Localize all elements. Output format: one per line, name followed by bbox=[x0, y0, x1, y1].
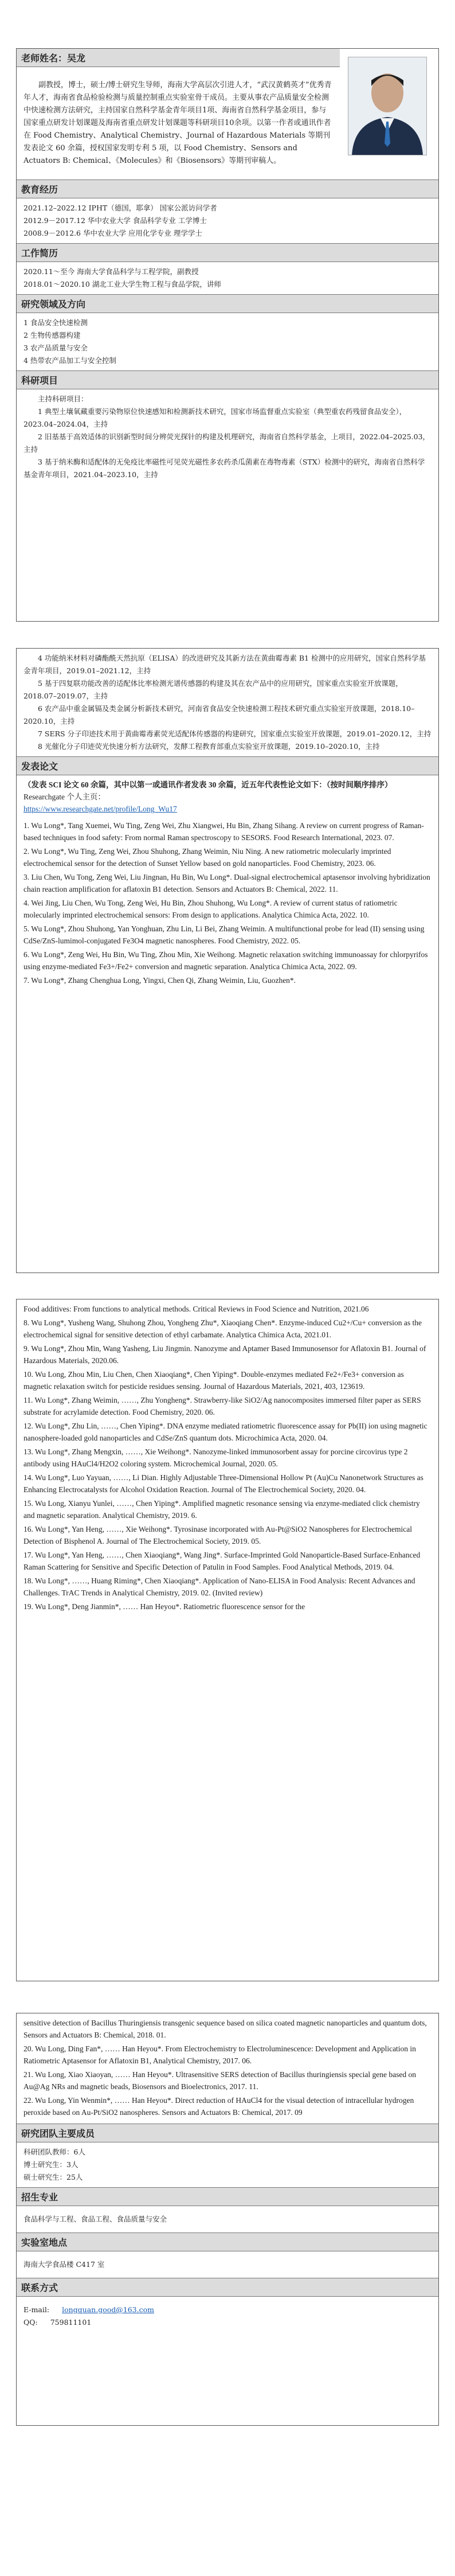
project-item: 8 光催化分子印迹荧光快速分析方法研究，发酵工程教育部重点实验室开放课题，2019.10–2020.10，主持 bbox=[38, 742, 380, 751]
project-item: 6 农产品中重金属镉及类金属分析新技术研究，河南省食品安全快速检测工程技术研究重点实验室开放课题，2018.10–2020.10，主持 bbox=[23, 704, 415, 725]
lab-text bbox=[17, 2251, 438, 2278]
email-row bbox=[23, 2304, 432, 2316]
work-list bbox=[17, 262, 438, 294]
paper-item: 22. Wu Long, Yin Wenmin*, …… Han Heyou*. Direct reduction of HAuCl4 for the visual detection of intracellular hydrogen peroxide based on Au-Pt/SiO2 nanospheres. Sensors and Actuators B: Chemical, 2017. 09 bbox=[23, 2096, 414, 2117]
lab-location: 海南大学食品楼 C417 室 bbox=[23, 2260, 105, 2269]
project-item: 4 功能纳米材料对磷酯酰天然抗原（ELISA）的改进研究及其新方法在黄曲霉毒素 B1 检测中的应用研究，国家自然科学基金青年项目，2019.01–2021.12，主持 bbox=[23, 654, 426, 675]
work-item: 2018.01～2020.10 湖北工业大学生物工程与食品学院，讲师 bbox=[23, 280, 221, 288]
paper-item: 12. Wu Long*, Zhu Lin, ……, Chen Yiping*. DNA enzyme mediated ratiometric fluorescence assay for Pb(II) ion using magnetic nanosphere-loaded gold nanoparticles and CdSe/ZnS quantum dots. Microchimica Acta, 2020. 04. bbox=[23, 1422, 427, 1442]
contact-list bbox=[17, 2297, 438, 2336]
qq-number: 759811101 bbox=[50, 2318, 92, 2327]
paper-item: 7. Wu Long*, Zhang Chenghua Long, Yingxi, Chen Qi, Zhang Weimin, Liu, Guozhen*. bbox=[23, 976, 296, 985]
team-list bbox=[17, 2142, 438, 2187]
name-block bbox=[17, 49, 340, 179]
paper-item: 20. Wu Long, Ding Fan*, …… Han Heyou*. From Electrochemistry to Electroluminescence: Development and Application in Ratiometric Aptasensor for Aflatoxin B1, Analytical Chemistry, 2017. 06. bbox=[23, 2044, 416, 2065]
work-item: 2020.11～至今 海南大学食品科学与工程学院，副教授 bbox=[23, 267, 199, 276]
lab-header: 实验室地点 bbox=[17, 2232, 438, 2251]
project-item: 1 典型土壤氧藏重要污染物原位快速感知和检测新技术研究，国家市场监督重点实验室（典型重农药残留食品安全），2023.04–2024.04，主持 bbox=[23, 407, 407, 428]
papers-list bbox=[17, 775, 438, 992]
projects-list bbox=[17, 389, 438, 485]
researchgate-link[interactable]: https://www.researchgate.net/profile/Long_Wu17 bbox=[23, 805, 177, 813]
paper-item: 10. Wu Long, Zhou Min, Liu Chen, Chen Xiaoqiang*, Chen Yiping*. Double-enzymes mediated Fe2+/Fe3+ conversion as magnetic relaxation switch for pesticide residues sensing. Journal of Hazardous Materials, 2021, 403, 123619. bbox=[23, 1370, 404, 1391]
projects-intro: 主持科研项目： bbox=[38, 395, 88, 403]
paper-item: 16. Wu Long*, Yan Heng, ……, Xie Weihong*. Tyrosinase incorporated with Au-Pt@SiO2 Nanospheres for Electrochemical Detection of Bisphenol A. Journal of The Electrochemical Society, 2019. 05. bbox=[23, 1525, 412, 1545]
team-header: 研究团队主要成员 bbox=[17, 2124, 438, 2142]
qq-row bbox=[23, 2316, 432, 2329]
work-header: 工作简历 bbox=[17, 243, 438, 262]
papers-list-final bbox=[17, 2013, 438, 2124]
team-item: 硕士研究生：25人 bbox=[23, 2173, 83, 2181]
paper-item: 17. Wu Long*, Yan Heng, ……, Chen Xiaoqiang*, Wang Jing*. Surface-Imprinted Gold Nanoparticle-Based Surface-Enhanced Raman Scattering for Sensitive and Specific Detection of Patulin in Food Samples. Food Analytical Methods, 2019. 04. bbox=[23, 1551, 421, 1571]
cv-page-2 bbox=[16, 648, 439, 1273]
projects-continued bbox=[17, 649, 438, 756]
enroll-header: 招生专业 bbox=[17, 2187, 438, 2206]
cv-page-1 bbox=[16, 48, 439, 622]
project-item: 3 基于纳米酶和适配体的无免疫比率磁性可见荧光磁性多农药杀瓜菌素在毒物毒素（STX）检测中的研究，海南省自然科学基金青年项目，2021.04–2023.10，主持 bbox=[23, 458, 425, 479]
education-header: 教育经历 bbox=[17, 179, 438, 198]
cv-page-3 bbox=[16, 1299, 439, 1981]
contact-header: 联系方式 bbox=[17, 2278, 438, 2297]
research-item: 4 热带农产品加工与安全控制 bbox=[23, 356, 116, 365]
researchgate-label: Researchgate 个人主页： bbox=[23, 793, 105, 801]
paper-item: 9. Wu Long*, Zhou Min, Wang Yasheng, Liu Jingmin. Nanozyme and Aptamer Based Immunosensor for Aflatoxin B1. Journal of Hazardous Materials, 2020.06. bbox=[23, 1344, 426, 1365]
portrait-photo bbox=[348, 57, 427, 155]
research-item: 2 生物传感器构建 bbox=[23, 331, 81, 339]
team-item: 博士研究生：3人 bbox=[23, 2160, 79, 2169]
research-item: 3 农产品质量与安全 bbox=[23, 344, 88, 352]
paper-item: 15. Wu Long, Xianyu Yunlei, ……, Chen Yiping*. Amplified magnetic resonance sensing via enzyme-mediated click chemistry and magnetic separation. Analytical Chemistry, 2019. 6. bbox=[23, 1499, 420, 1520]
paper-item: 13. Wu Long*, Zhang Mengxin, ……, Xie Weihong*. Nanozyme-linked immunosorbent assay for porcine circovirus type 2 antibody using HAuCl4/H2O2 coloring system. Microchemical Journal, 2020. 05. bbox=[23, 1447, 408, 1468]
papers-list-continued bbox=[17, 1299, 438, 1618]
projects-header: 科研项目 bbox=[17, 370, 438, 389]
paper-item: sensitive detection of Bacillus Thuringiensis transgenic sequence based on silica coated magnetic nanoparticles and quantum dots, Sensors and Actuators B: Chemical, 2018. 01. bbox=[23, 2019, 427, 2039]
cv-page-4 bbox=[16, 2013, 439, 2426]
education-item: 2008.9－2012.6 华中农业大学 应用化学专业 理学学士 bbox=[23, 229, 202, 237]
education-list bbox=[17, 198, 438, 243]
paper-item: 21. Wu Long, Xiao Xiaoyan, …… Han Heyou*. Ultrasensitive SERS detection of Bacillus thuringiensis special gene based on Au@Ag NRs and magnetic beads, Biosensors and Bioelectronics, 2017. 11. bbox=[23, 2070, 416, 2091]
paper-item: 14. Wu Long*, Luo Yayuan, ……, Li Dian. Highly Adjustable Three-Dimensional Hollow Pt (Au)Cu Nanonetwork Structures as Enhancing Electrocatalysts for Alcohol Oxidation Reaction. Journal of The Electrochemical Society, 2020. 04. bbox=[23, 1473, 423, 1494]
project-item: 2 旧基基于高效适体的识别新型时间分辨荧光探针的构建及机理研究，海南省自然科学基金，上项目，2022.04–2025.03，主持 bbox=[23, 432, 430, 454]
paper-item: 8. Wu Long*, Yusheng Wang, Shuhong Zhou, Yongheng Zhu*, Xiaoqiang Chen*. Enzyme-induced Cu2+/Cu+ conversion as the electrochemical signal for sensitive detection of ethyl carbamate. Analytica Chimica Acta, 2021.01. bbox=[23, 1318, 422, 1339]
teacher-name: 老师姓名：吴龙 bbox=[17, 49, 340, 67]
enroll-majors: 食品科学与工程、食品工程、食品质量与安全 bbox=[23, 2215, 167, 2223]
papers-intro: （发表 SCI 论文 60 余篇，其中以第一或通讯作者发表 30 余篇，近五年代表性论文如下：（按时间顺序排序） bbox=[23, 780, 393, 789]
paper-item: 18. Wu Long*, ……, Huang Riming*, Chen Xiaoqiang*. Application of Nano-ELISA in Food Analysis: Recent Advances and Challenges. TrAC Trends in Analytical Chemistry, 2019. 02. (Invited review) bbox=[23, 1576, 415, 1597]
paper-item: Food additives: From functions to analytical methods. Critical Reviews in Food Science and Nutrition, 2021.06 bbox=[23, 1305, 369, 1313]
paper-item: 4. Wei Jing, Liu Chen, Wu Tong, Zeng Wei, Hu Bin, Zhou Shuhong, Wu Long*. A review of current status of ratiometric molecularly imprinted electrochemical sensors: From design to applications. Analytica Chimica Acta, 2022. 10. bbox=[23, 899, 398, 919]
education-item: 2021.12–2022.12 IPHT（德国，耶拿） 国家公派访问学者 bbox=[23, 204, 217, 212]
paper-item: 1. Wu Long*, Tang Xuemei, Wu Ting, Zeng Wei, Zhu Xiangwei, Hu Bin, Zhang Sihang. A review on current progress of Raman-based techniques in food safety: From normal Raman spectroscopy to SESORS. Food Research International, 2023. 07. bbox=[23, 821, 424, 842]
research-list bbox=[17, 313, 438, 370]
enroll-text bbox=[17, 2206, 438, 2232]
paper-item: 5. Wu Long*, Zhou Shuhong, Yan Yonghuan, Zhu Lin, Li Bei, Zhang Weimin. A multifunctional probe for lead (II) sensing using CdSe/ZnS-lumimol-conjugated Fe3O4 magnetic nanospheres. Food Chemistry, 2022. 05. bbox=[23, 924, 425, 945]
education-item: 2012.9－2017.12 华中农业大学 食品科学专业 工学博士 bbox=[23, 216, 207, 225]
paper-item: 2. Wu Long*, Wu Ting, Zeng Wei, Zhou Shuhong, Zhang Weimin, Niu Ning. A new ratiometric molecularly imprinted electrochemical sensor for the detection of Sunset Yellow based on gold nanoparticles. Food Chemistry, 2023. 06. bbox=[23, 847, 391, 868]
profile-header bbox=[17, 49, 438, 179]
paper-item: 19. Wu Long*, Deng Jianmin*, …… Han Heyou*. Ratiometric fluorescence sensor for the bbox=[23, 1602, 305, 1611]
paper-item: 11. Wu Long*, Zhang Weimin, ……, Zhu Yongheng*. Strawberry-like SiO2/Ag nanocomposites immersed filter paper as SERS substrate for acrylamide detection. Food Chemistry, 2020. 06. bbox=[23, 1396, 421, 1416]
qq-label: QQ: bbox=[23, 2318, 38, 2327]
papers-header: 发表论文 bbox=[17, 756, 438, 775]
project-item: 5 基于四复联功能改善的适配体比率检测光谱传感器的构建及其在农产品中的应用研究，国家重点实验室开放课题，2018.07–2019.07，主持 bbox=[23, 679, 403, 700]
paper-item: 3. Liu Chen, Wu Tong, Zeng Wei, Liu Jingnan, Hu Bin, Wu Long*. Dual-signal electrochemical aptasensor involving hybridization chain reaction amplification for aflatoxin B1 detection. Sensors and Actuators B: Chemical, 2022. 11. bbox=[23, 873, 430, 893]
project-item: 7 SERS 分子印迹技术用于黄曲霉毒素荧光适配体传感器的构建研究，国家重点实验室开放课题，2019.01–2020.12，主持 bbox=[38, 729, 432, 738]
research-header: 研究领域及方向 bbox=[17, 294, 438, 313]
email-label: E-mail: bbox=[23, 2305, 50, 2314]
portrait-icon bbox=[348, 57, 426, 155]
research-item: 1 食品安全快速检测 bbox=[23, 318, 88, 327]
email-link[interactable]: longquan.good@163.com bbox=[62, 2305, 154, 2314]
team-item: 科研团队教师：6人 bbox=[23, 2148, 85, 2156]
paper-item: 6. Wu Long*, Zeng Wei, Hu Bin, Wu Ting, Zhou Min, Xie Weihong. Magnetic relaxation switching immunoassay for chlorpyrifos using enzyme-mediated Fe3+/Fe2+ conversion and magnetic separation. Analytica Chimica Acta, 2022. 09. bbox=[23, 950, 428, 971]
bio-text: 副教授，博士，硕士/博士研究生导师，海南大学高层次引进人才，“武汉黄鹤英才”优秀青年人才，海南省食品检验检测与质量控制重点实验室骨干成员。主要从事农产品质量安全检测中快速检测方法研究，主持国家自然科学基金青年项目1项、海南省自然科学基金项目，参与国家重点研发计划课题及海南省重点研发计划课题等科研项目10余项。以第一作者或通讯作者在 Food Chemistry、Analytical Chemistry、Journal of Hazardous Materials 等期刊发表论文 60 余篇，授权国家发明专利 5 项，以 Food Chemistry、Sensors and Actuators B: Chemical、《Molecules》和《Biosensors》等期刊审稿人。 bbox=[23, 81, 332, 165]
